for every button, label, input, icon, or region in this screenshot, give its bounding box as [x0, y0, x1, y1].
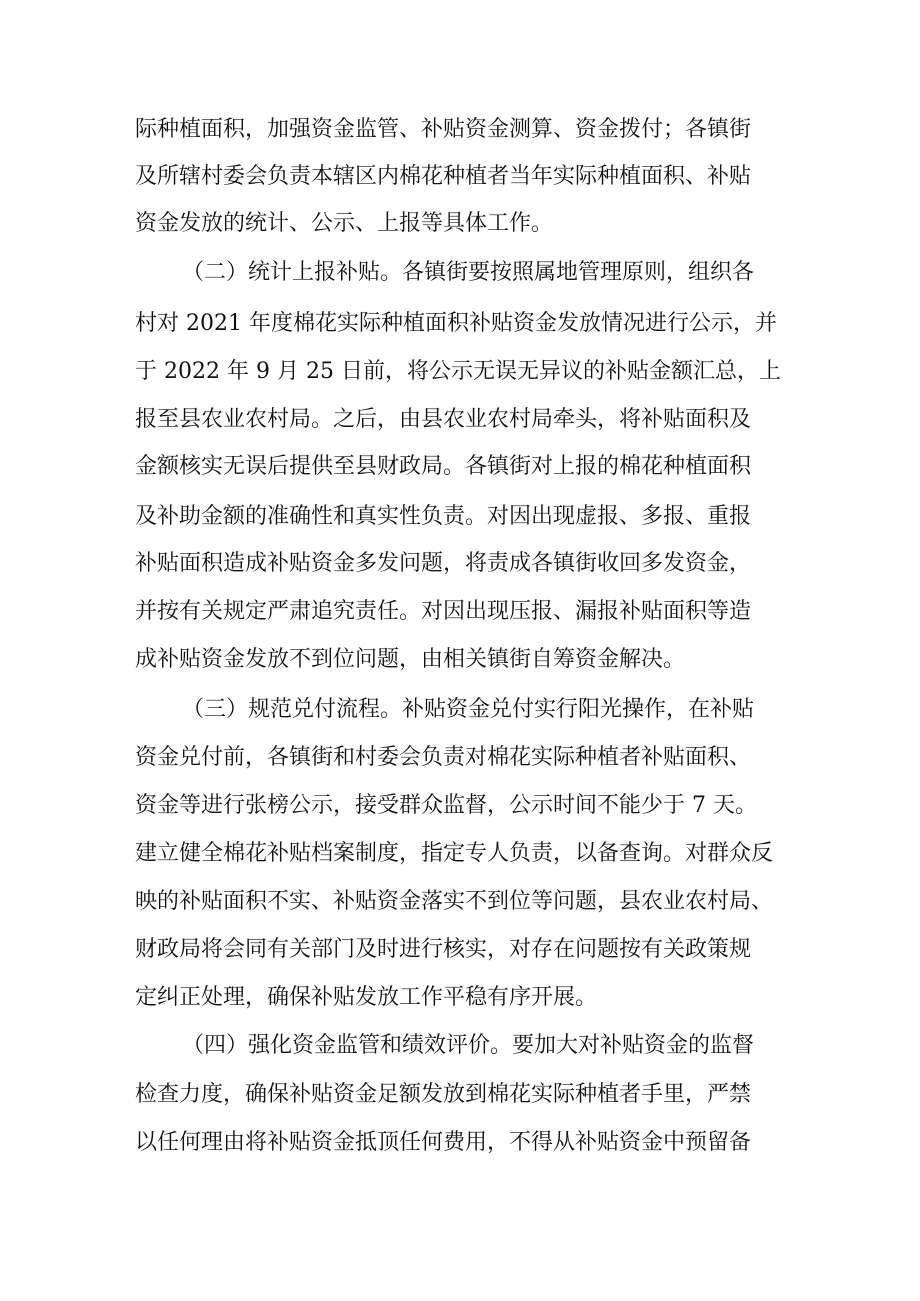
text-line-11: 并按有关规定严肃追究责任。对因出现压报、漏报补贴面积等造 [135, 599, 752, 624]
text-line-9: 及补助金额的准确性和真实性负责。对因出现虚报、多报、重报 [135, 504, 752, 529]
text-line-18: 财政局将会同有关部门及时进行核实，对存在问题按有关政策规 [135, 937, 752, 962]
text-line-22: 以任何理由将补贴资金抵顶任何费用，不得从补贴资金中预留备 [135, 1130, 752, 1155]
text-line-2: 及所辖村委会负责本辖区内棉花种植者当年实际种植面积、补贴 [135, 164, 752, 189]
paragraph-heading-3: （三）规范兑付流程。补贴资金兑付实行阳光操作，在补贴 [182, 697, 755, 722]
text-line-17: 映的补贴面积不实、补贴资金落实不到位等问题，县农业农村局、 [135, 889, 774, 914]
text-line-15: 资金等进行张榜公示，接受群众监督，公示时间不能少于 7 天。 [135, 793, 757, 818]
text-line-10: 补贴面积造成补贴资金多发问题，将责成各镇街收回多发资金， [135, 551, 752, 576]
text-line-6: 于 2022 年 9 月 25 日前，将公示无误无异议的补贴金额汇总，上 [135, 359, 781, 384]
paragraph-heading-4: （四）强化资金监管和绩效评价。要加大对补贴资金的监督 [182, 1033, 755, 1058]
text-line-16: 建立健全棉花补贴档案制度，指定专人负责，以备查询。对群众反 [135, 841, 774, 866]
text-line-1: 际种植面积，加强资金监管、补贴资金测算、资金拨付；各镇街 [135, 117, 752, 142]
paragraph-heading-2: （二）统计上报补贴。各镇街要按照属地管理原则，组织各 [182, 260, 755, 285]
text-line-19: 定纠正处理，确保补贴发放工作平稳有序开展。 [135, 985, 598, 1010]
text-line-8: 金额核实无误后提供至县财政局。各镇街对上报的棉花种植面积 [135, 454, 752, 479]
text-line-12: 成补贴资金发放不到位问题，由相关镇街自筹资金解决。 [135, 647, 686, 672]
text-line-7: 报至县农业农村局。之后，由县农业农村局牵头，将补贴面积及 [135, 407, 752, 432]
text-line-21: 检查力度，确保补贴资金足额发放到棉花实际种植者手里，严禁 [135, 1082, 752, 1107]
text-line-5: 村对 2021 年度棉花实际种植面积补贴资金发放情况进行公示，并 [135, 311, 777, 336]
text-line-3: 资金发放的统计、公示、上报等具体工作。 [135, 211, 554, 236]
text-line-14: 资金兑付前，各镇街和村委会负责对棉花实际种植者补贴面积、 [135, 745, 752, 770]
